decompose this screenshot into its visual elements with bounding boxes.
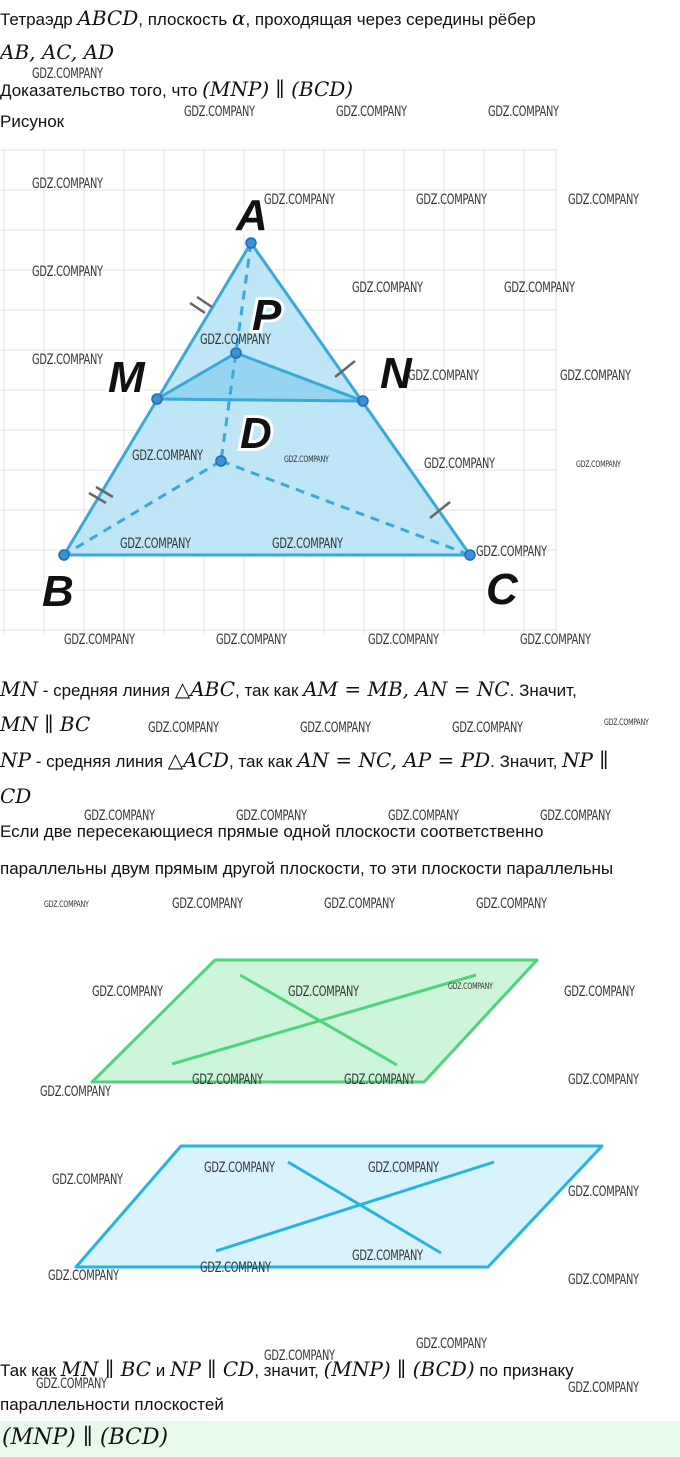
final-answer-box: [0, 1421, 680, 1457]
conclusion-text: Так как: [0, 1361, 61, 1380]
math-triangle-acd: △ACD: [167, 748, 229, 772]
watermark: GDZ.COMPANY: [92, 984, 163, 1000]
watermark: GDZ.COMPANY: [476, 544, 547, 560]
label-n: N: [380, 349, 412, 398]
task-line-1: [0, 6, 680, 32]
math-goal: (MNP) ∥ (BCD): [202, 77, 354, 101]
task-text: Тетраэдр: [0, 10, 78, 29]
proof-line-4: [0, 784, 680, 810]
label-m: M: [108, 353, 145, 402]
label-d: D: [240, 409, 272, 458]
proof-text: - средняя линия: [30, 752, 168, 771]
watermark: GDZ.COMPANY: [564, 984, 635, 1000]
proof-text: , так как: [228, 752, 298, 771]
watermark: GDZ.COMPANY: [300, 720, 371, 736]
watermark: GDZ.COMPANY: [272, 536, 343, 552]
watermark: GDZ.COMPANY: [504, 280, 575, 296]
watermark: GDZ.COMPANY: [192, 1072, 263, 1088]
conclusion-line-2: параллельности плоскостей: [0, 1395, 224, 1414]
label-p: P: [252, 291, 282, 340]
watermark: GDZ.COMPANY: [148, 720, 219, 736]
math-np-cd: NP ∥ CD: [169, 1357, 255, 1381]
label-a: A: [236, 191, 268, 240]
theorem-line-2: параллельны двум прямым другой плоскости, то эти плоскости параллельны: [0, 859, 614, 878]
proof-text: . Значит,: [490, 752, 563, 771]
proof-text: . Значит,: [509, 681, 577, 700]
watermark: GDZ.COMPANY: [172, 896, 243, 912]
watermark: GDZ.COMPANY: [32, 66, 103, 82]
watermark: GDZ.COMPANY: [184, 104, 255, 120]
watermark: GDZ.COMPANY: [424, 456, 495, 472]
watermark: GDZ.COMPANY: [452, 720, 523, 736]
task-text: , проходящая через середины рёбер: [245, 10, 536, 29]
watermark: GDZ.COMPANY: [32, 352, 103, 368]
watermark: GDZ.COMPANY: [568, 1272, 639, 1288]
watermark: GDZ.COMPANY: [284, 455, 329, 465]
math-triangle-abc: △ABC: [174, 677, 236, 701]
math-planes: (MNP) ∥ (BCD): [323, 1357, 475, 1381]
watermark: GDZ.COMPANY: [540, 808, 611, 824]
watermark: GDZ.COMPANY: [352, 280, 423, 296]
watermark: GDZ.COMPANY: [64, 632, 135, 648]
math-mn: MN: [0, 677, 38, 701]
watermark: GDZ.COMPANY: [368, 1160, 439, 1176]
watermark: GDZ.COMPANY: [48, 1268, 119, 1284]
watermark: GDZ.COMPANY: [416, 1336, 487, 1352]
watermark: GDZ.COMPANY: [200, 332, 271, 348]
watermark: GDZ.COMPANY: [604, 718, 649, 728]
watermark: GDZ.COMPANY: [32, 264, 103, 280]
proof-line-1: [0, 677, 680, 703]
conclusion-text: по признаку: [474, 1361, 574, 1380]
watermark: GDZ.COMPANY: [568, 1380, 639, 1396]
proof-line-3: [0, 748, 680, 774]
conclusion-text: и: [150, 1361, 170, 1380]
watermark: GDZ.COMPANY: [388, 808, 459, 824]
final-answer: (MNP) ∥ (BCD): [2, 1425, 169, 1450]
watermark: GDZ.COMPANY: [520, 632, 591, 648]
watermark: GDZ.COMPANY: [560, 368, 631, 384]
watermark: GDZ.COMPANY: [52, 1172, 123, 1188]
tetrahedron-figure: [0, 148, 680, 648]
task-text: Доказательство того, что: [0, 81, 203, 100]
watermark: GDZ.COMPANY: [44, 900, 89, 910]
watermark: GDZ.COMPANY: [288, 984, 359, 1000]
task-line-2: [0, 40, 680, 66]
watermark: GDZ.COMPANY: [216, 632, 287, 648]
watermark: GDZ.COMPANY: [368, 632, 439, 648]
watermark: GDZ.COMPANY: [568, 1184, 639, 1200]
conclusion-text: , значит,: [254, 1361, 324, 1380]
watermark: GDZ.COMPANY: [204, 1160, 275, 1176]
math-edges: AB, AC, AD: [0, 40, 115, 64]
math-mn-bc: MN ∥ BC: [60, 1357, 151, 1381]
label-c: C: [486, 565, 518, 614]
watermark: GDZ.COMPANY: [344, 1072, 415, 1088]
figure-caption: Рисунок: [0, 112, 65, 131]
watermark: GDZ.COMPANY: [448, 982, 493, 992]
watermark: GDZ.COMPANY: [236, 808, 307, 824]
math-equalities-1: AM = MB, AN = NC: [303, 677, 510, 701]
task-text: , плоскость: [138, 10, 232, 29]
watermark: GDZ.COMPANY: [36, 1376, 107, 1392]
watermark: GDZ.COMPANY: [408, 368, 479, 384]
math-cd: CD: [0, 784, 32, 808]
midline-mn: [157, 399, 363, 401]
watermark: GDZ.COMPANY: [132, 448, 203, 464]
watermark: GDZ.COMPANY: [32, 176, 103, 192]
watermark: GDZ.COMPANY: [200, 1260, 271, 1276]
proof-text: , так как: [235, 681, 304, 700]
proof-text: - средняя линия: [37, 681, 175, 700]
plane-bottom: [76, 1146, 602, 1267]
label-b: B: [42, 567, 74, 616]
math-tetrahedron: ABCD: [77, 6, 139, 30]
math-equalities-2: AN = NC, AP = PD: [297, 748, 491, 772]
math-plane: α: [231, 6, 246, 30]
watermark: GDZ.COMPANY: [352, 1248, 423, 1264]
watermark: GDZ.COMPANY: [488, 104, 559, 120]
math-mn-parallel-bc: MN ∥ BC: [0, 712, 91, 736]
watermark: GDZ.COMPANY: [264, 1348, 335, 1364]
watermark: GDZ.COMPANY: [40, 1084, 111, 1100]
watermark: GDZ.COMPANY: [416, 192, 487, 208]
watermark: GDZ.COMPANY: [576, 460, 621, 470]
watermark: GDZ.COMPANY: [336, 104, 407, 120]
math-np: NP: [0, 748, 31, 772]
watermark: GDZ.COMPANY: [568, 1072, 639, 1088]
watermark: GDZ.COMPANY: [568, 192, 639, 208]
watermark: GDZ.COMPANY: [120, 536, 191, 552]
math-np-parallel: NP ∥: [562, 748, 609, 772]
watermark: GDZ.COMPANY: [324, 896, 395, 912]
theorem-line-1: Если две пересекающиеся прямые одной плоскости соответственно: [0, 822, 544, 841]
watermark: GDZ.COMPANY: [476, 896, 547, 912]
watermark: GDZ.COMPANY: [84, 808, 155, 824]
watermark: GDZ.COMPANY: [264, 192, 335, 208]
